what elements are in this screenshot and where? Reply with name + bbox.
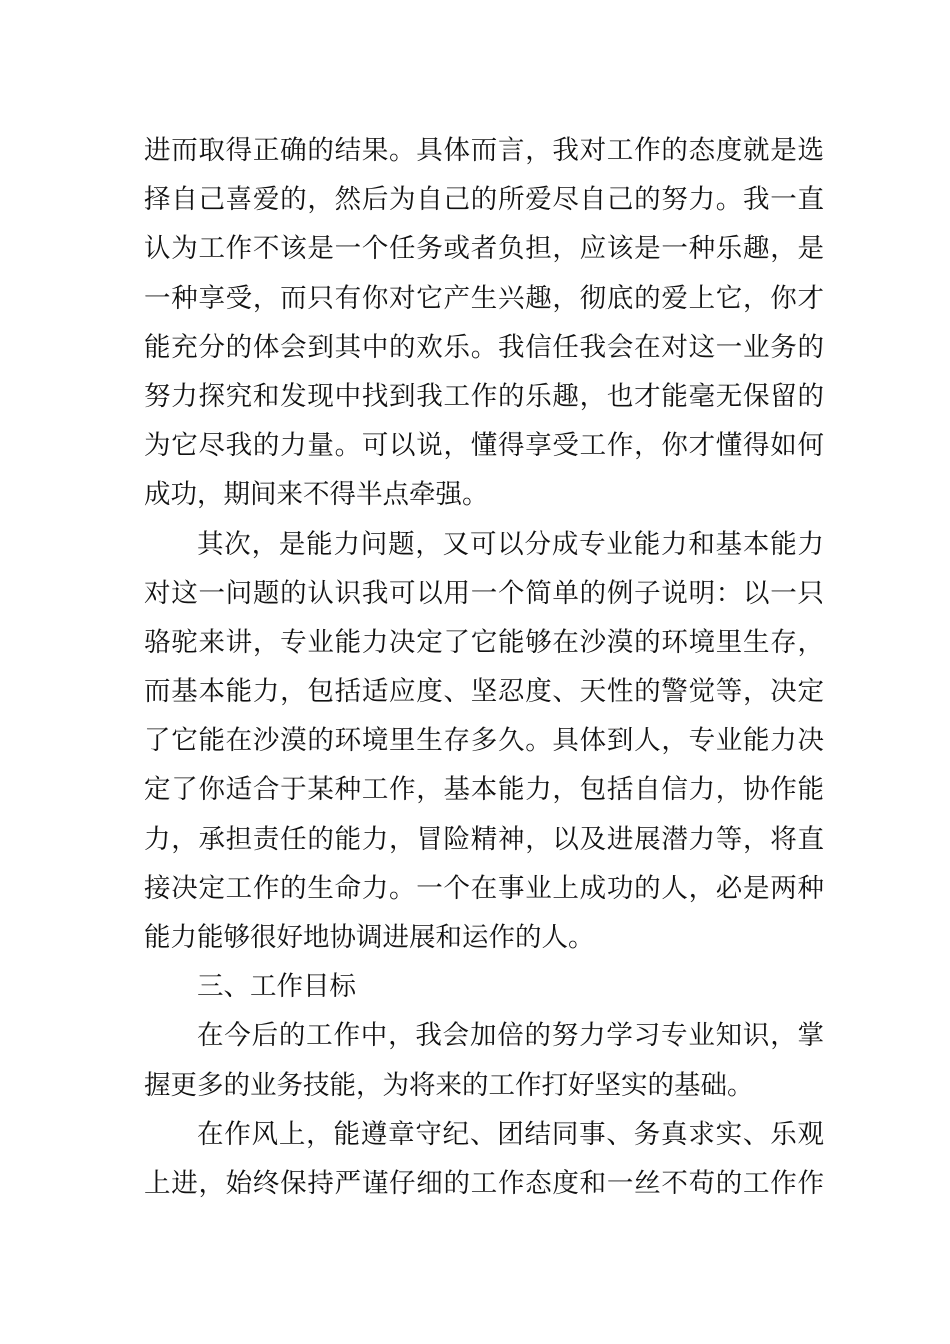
- text-line: 能力能够很好地协调进展和运作的人。: [144, 922, 595, 953]
- text-line: 接决定工作的生命力。一个在事业上成功的人，必是两种: [144, 872, 824, 904]
- text-line: 定了你适合于某种工作，基本能力，包括自信力，协作能: [144, 774, 824, 806]
- text-line: 成功，期间来不得半点牵强。: [144, 479, 489, 511]
- text-line: 努力探究和发现中找到我工作的乐趣，也才能毫无保留的: [144, 380, 824, 412]
- text-line: 在今后的工作中，我会加倍的努力学习专业知识，掌: [197, 1020, 824, 1052]
- text-line: 一种享受，而只有你对它产生兴趣，彻底的爱上它，你才: [144, 282, 824, 314]
- text-line: 进而取得正确的结果。具体而言，我对工作的态度就是选: [144, 135, 824, 166]
- text-line: 了它能在沙漠的环境里生存多久。具体到人，专业能力决: [144, 725, 824, 757]
- text-line: 择自己喜爱的，然后为自己的所爱尽自己的努力。我一直: [144, 184, 824, 216]
- text-line: 为它尽我的力量。可以说，懂得享受工作，你才懂得如何: [144, 430, 824, 462]
- text-line: 认为工作不该是一个任务或者负担，应该是一种乐趣，是: [144, 233, 824, 265]
- body-text: [144, 126, 824, 1208]
- text-line: 能充分的体会到其中的欢乐。我信任我会在对这一业务的: [144, 331, 824, 363]
- text-line: 其次，是能力问题，又可以分成专业能力和基本能力: [197, 528, 824, 560]
- text-line: 骆驼来讲，专业能力决定了它能够在沙漠的环境里生存，: [144, 626, 824, 658]
- text-line: 对这一问题的认识我可以用一个简单的例子说明：以一只: [144, 577, 824, 609]
- text-line: 而基本能力，包括适应度、坚忍度、天性的警觉等，决定: [144, 676, 824, 708]
- text-line: 力，承担责任的能力，冒险精神，以及进展潜力等，将直: [144, 823, 824, 855]
- text-line: 上进，始终保持严谨仔细的工作态度和一丝不苟的工作作: [144, 1167, 824, 1199]
- text-line: 在作风上，能遵章守纪、团结同事、务真求实、乐观: [197, 1118, 824, 1150]
- text-line: 三、工作目标: [197, 971, 356, 1003]
- text-line: 握更多的业务技能，为将来的工作打好坚实的基础。: [144, 1069, 754, 1101]
